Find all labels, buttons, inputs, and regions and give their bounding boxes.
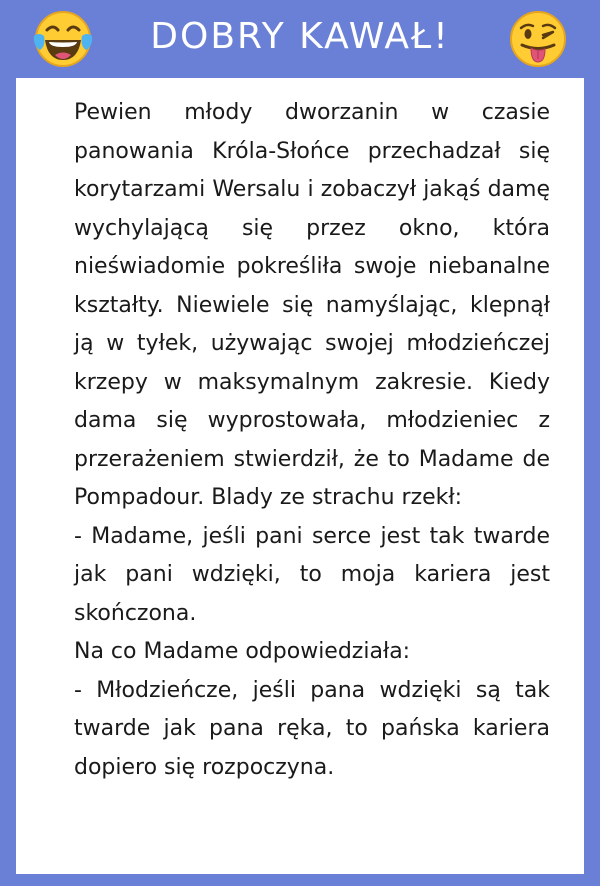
joke-paragraph-courtier-line: - Madame, jeśli pani serce jest tak twarde jak pani wdzięki, to moja kariera jest skończona. — [74, 523, 550, 626]
header-bar — [0, 0, 600, 78]
joke-text — [74, 94, 550, 787]
joke-paragraph-story: Pewien młody dworzanin w czasie panowania Króla-Słońce przechadzał się korytarzami Wersalu i zobaczył jakąś damę wychylającą się przez okno, która nieświadomie pokreśliła swoje niebanalne kształty. Niewiele się namyślając, klepnął ją w tyłek, używając swojej młodzieńczej krzepy w maksymalnym zakresie. Kiedy dama się wyprostowała, młodzieniec z przerażeniem stwierdził, że to Madame de Pompadour. Blady ze strachu rzekł: — [74, 100, 550, 510]
joke-paragraph-punchline: - Młodzieńcze, jeśli pana wdzięki są tak twarde jak pana ręka, to pańska kariera dopiero się rozpoczyna. — [74, 677, 550, 780]
page-title: DOBRY KAWAŁ! — [150, 16, 450, 57]
laughing-tears-emoji-icon — [30, 6, 96, 72]
joke-paragraph-transition: Na co Madame odpowiedziała: — [74, 639, 411, 664]
joke-panel — [16, 78, 584, 874]
winking-tongue-emoji-icon — [505, 6, 571, 72]
